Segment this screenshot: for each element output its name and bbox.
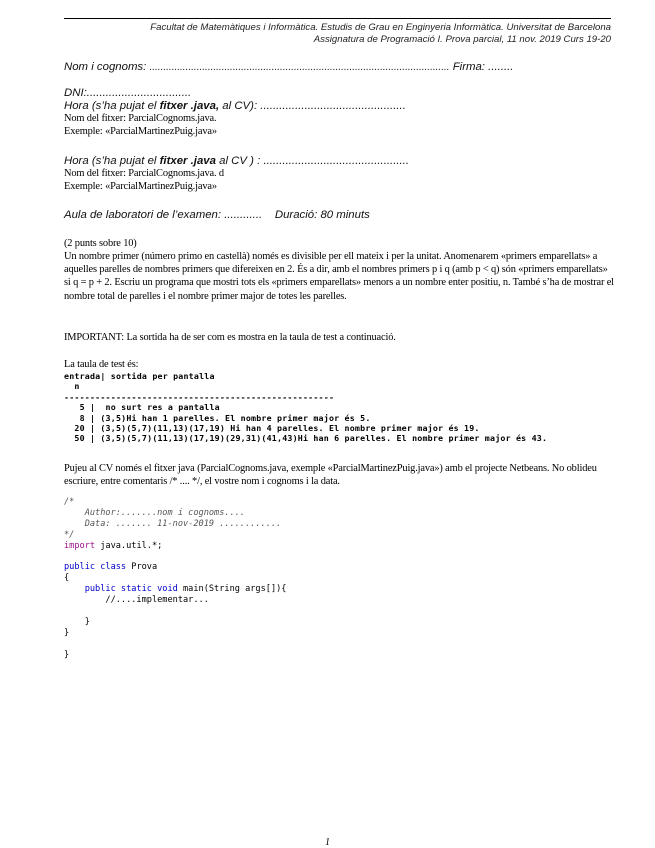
upload-instructions: Pujeu al CV només el fitxer java (ParcialCognoms.java, exemple «ParcialMartinezPuig.java») amb el projecte Netbeans. No oblideu escriure, entre comentaris /* .... */, el vostre nom i cognoms i la data. [64,463,597,488]
test-table [64,371,547,444]
code-comment-close: */ [64,529,75,540]
test-table-row: 8 | (3,5)Hi han 1 parelles. El nombre primer major és 5. [64,412,371,423]
test-table-row: 5 | no surt res a pantalla [64,402,220,413]
page-header [64,22,611,46]
upload-time-line-2 [64,155,409,167]
code-template [64,497,286,661]
code-comment-open: /* [64,497,75,507]
lab-room-label: Aula de laboratori de l’examen: ............ [64,209,263,221]
upload-time-1-bold: fitxer .java, [159,100,220,112]
test-table-intro: La taula de test és: [64,359,139,370]
signature-dots: ........ [488,61,514,73]
test-table-header-n: n [64,381,80,392]
code-blank-line [64,606,286,617]
test-table-row: 50 | (3,5)(5,7)(11,13)(17,19)(29,31)(41,43)Hi han 6 parelles. El nombre primer major és 43. [64,433,548,444]
lab-room-line [64,209,370,221]
code-main-keywords: public static void [64,584,178,595]
code-implement-comment: //....implementar... [64,595,209,606]
important-note: IMPORTANT: La sortida ha de ser com es mostra en la taula de test a continuació. [64,332,396,343]
file-name-line-1: Nom del fitxer: ParcialCognoms.java. [64,113,217,124]
code-class-keyword: public class [64,562,127,573]
code-import-rest: java.util.*; [95,540,163,551]
code-import-keyword: import [64,540,96,551]
example-line-1: Exemple: «ParcialMartinezPuig.java» [64,126,217,137]
upload-time-1-suffix: al CV): .............................................. [219,100,406,112]
code-comment-date: Data: ....... 11-nov-2019 ............ [64,518,282,529]
code-open-brace: { [64,573,70,584]
name-dots: ............................................................................................................ [149,62,450,73]
problem-statement: Un nombre primer (número primo en castellà) només es divisible per ell mateix i per la unitat. Anomenarem «primers emparellats» a aquelles parelles de nombres primers que difereixen en 2. És a dir, amb el nombres primers p i q (amb p < q) són «primers emparellats» si q = p + 2. Escriu un programa que mostri tots els «primers emparellats» menors a un nombre enter positiu, n. També s’ha de mostrar el nombre total de parelles i el nombre primer major de totes les parelles. [64,251,614,302]
upload-time-2-bold: fitxer .java [159,155,216,167]
points-line: (2 punts sobre 10) [64,238,137,249]
page-number: 1 [325,837,330,848]
file-name-line-2: Nom del fitxer: ParcialCognoms.java. d [64,168,224,179]
test-table-row: 20 | (3,5)(5,7)(11,13)(17,19) Hi han 4 parelles. El nombre primer major és 19. [64,423,480,434]
header-rule [64,18,611,19]
code-close-inner: } [64,616,90,627]
code-close-brace: } [64,627,70,638]
upload-time-line-1 [64,100,406,112]
code-class-line [64,562,286,573]
upload-time-2-prefix: Hora (s’ha pujat el [64,155,160,167]
code-close-brace-final: } [64,649,70,660]
code-main-signature: main(String args[]){ [177,584,287,595]
header-line-2: Assignatura de Programació I. Prova parcial, 11 nov. 2019 Curs 19-20 [313,34,611,45]
name-field-line [64,61,513,73]
code-import-line [64,541,286,552]
code-comment-author: Author:.......nom i cognoms.... [64,507,246,518]
test-table-header: entrada| sortida per pantalla [64,371,215,381]
code-class-name: Prova [126,562,158,573]
example-line-2: Exemple: «ParcialMartinezPuig.java» [64,181,217,192]
code-blank-line [64,639,286,650]
test-table-separator: ---------------------------------------------------- [64,391,335,402]
header-line-1: Facultat de Matemàtiques i Informàtica. Estudis de Grau en Enginyeria Informàtica. Universitat de Barcelona [150,22,611,33]
signature-label: Firma: [452,61,485,73]
upload-time-1-prefix: Hora (s’ha pujat el [64,100,160,112]
duration-label: Duració: 80 minuts [274,209,370,221]
code-blank-line [64,552,286,563]
name-label: Nom i cognoms: [64,61,147,73]
dni-line: DNI:................................. [64,87,192,99]
code-main-line [64,584,286,595]
upload-time-2-suffix: al CV ) : .............................................. [215,155,410,167]
